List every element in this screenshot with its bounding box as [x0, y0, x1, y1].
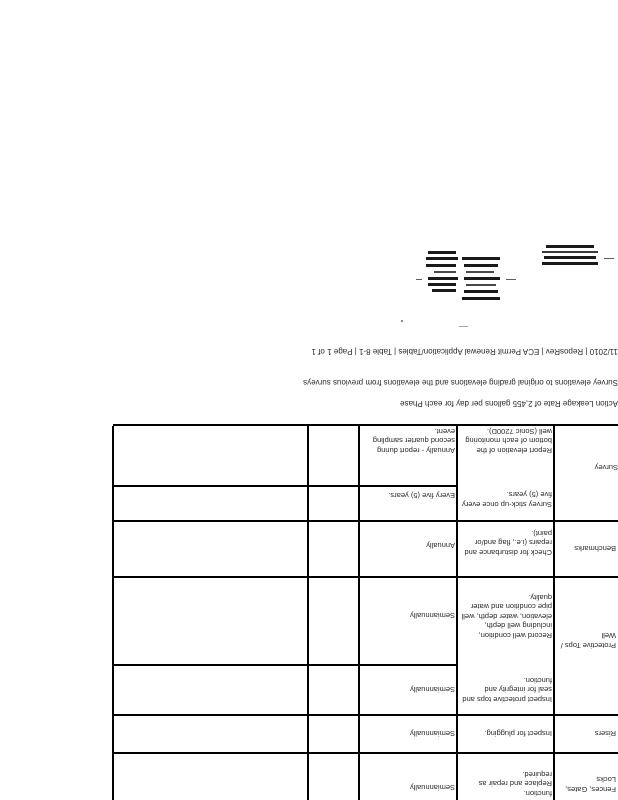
row-wells-task-inspect: Inspect protective tops and seal for integrity and function. [462, 676, 552, 704]
row-wells-frequency-inspect: Semiannually [409, 685, 455, 694]
note-line-survey-elevations: Survey elevations to original grading elevations and the elevations from previous surveys [303, 378, 618, 387]
row-fences-component: Fences, Gates, Locks [565, 775, 616, 794]
row-survey-task-elevation: Report elevation of the bottom of each monitoring well (Sonic 7200D). [465, 427, 552, 455]
row-survey-frequency-annual: Annually - report during second quarter sampling event. [372, 427, 455, 455]
row-survey-frequency-five-year: Every five (5) years. [388, 491, 455, 500]
row-fences-frequency: Semiannually [409, 783, 455, 792]
row-wells-component: Protective Tops / Well [560, 631, 616, 650]
row-risers-frequency: Semiannually [409, 729, 455, 738]
footer-reference-line: 11/2010 | ReposRev | ECA Permit Renewal Application/Tables | Table 8-1 | Page 1 of 1 [311, 347, 618, 356]
row-wells-task-record: Record well condition, including well depth, elevation, water depth, well pipe condition and water quality. [461, 593, 552, 640]
row-wells-frequency-record: Semiannually [409, 611, 455, 620]
row-survey-component: Survey [594, 463, 618, 472]
row-survey-task-stickup: Survey stick-up once every five (5) years. [461, 490, 552, 509]
note-line-action-leakage: Action Leakage Rate of 2,455 gallons per day for each Phase [400, 399, 618, 408]
row-fences-task: function. Replace and repair as required. [478, 770, 552, 798]
row-benchmarks-component: Benchmarks [574, 544, 616, 553]
row-benchmarks-frequency: Annually [426, 541, 455, 550]
row-benchmarks-task: Check for disturbance and repairs (i.e., flag and/or paint). [464, 529, 552, 557]
scan-speck [459, 326, 468, 327]
row-risers-task: Inspect for plugging. [484, 729, 552, 738]
row-risers-component: Risers [594, 729, 616, 738]
scan-speck [401, 320, 403, 322]
